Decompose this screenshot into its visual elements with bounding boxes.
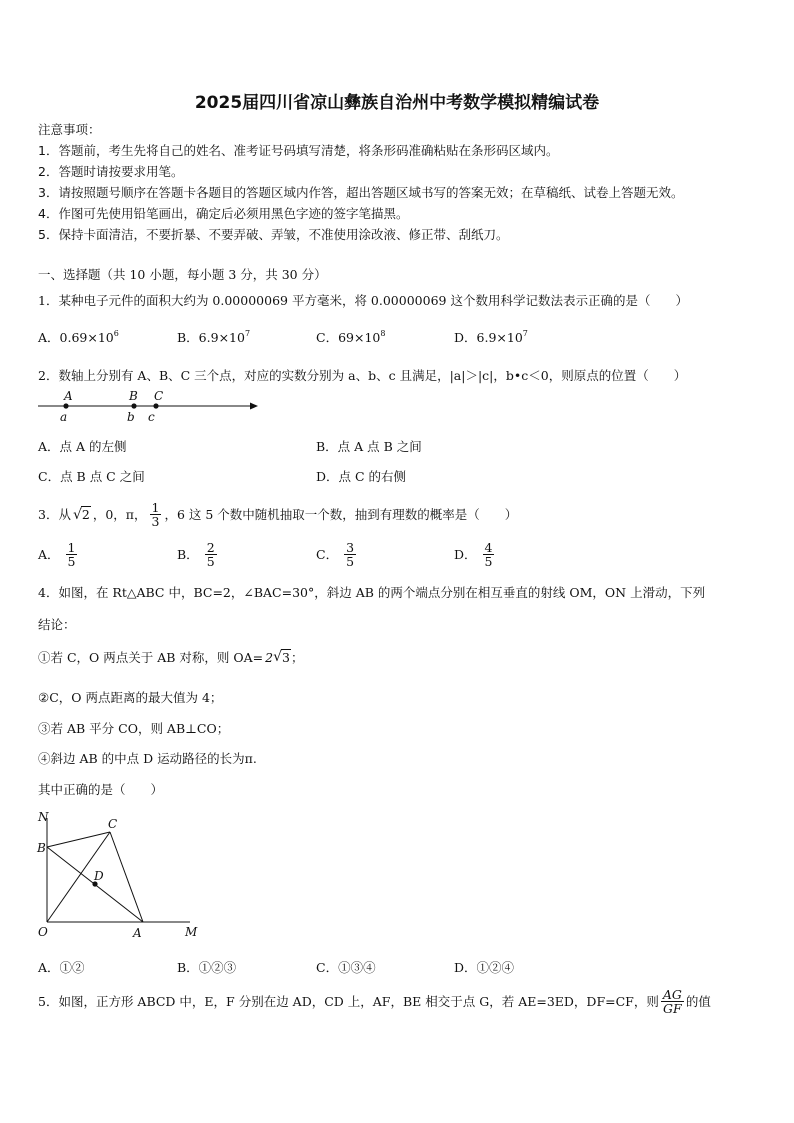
page-title: 2025届四川省凉山彝族自治州中考数学模拟精编试卷	[194, 93, 600, 113]
question-4-option-d: D．①②④	[454, 960, 515, 975]
question-4-option-b: B．①②③	[177, 960, 237, 975]
conclusion-1	[38, 648, 304, 666]
question-3-option-a	[38, 537, 77, 571]
label-o: O	[38, 925, 48, 939]
question-2-option-d: D．点 C 的右侧	[316, 469, 407, 484]
option-exponent: 7	[522, 329, 528, 338]
point-a-label: A	[64, 389, 73, 403]
option-fraction	[66, 541, 78, 568]
point-b-label: B	[129, 389, 138, 403]
question-2-option-c: C．点 B 点 C 之间	[38, 469, 145, 484]
label-a: A	[133, 926, 142, 940]
notice-item: 2．答题时请按要求用笔。	[38, 164, 184, 179]
fraction-denominator: 5	[206, 553, 215, 569]
value-c-label: c	[148, 410, 155, 424]
notice-item: 4．作图可先使用铅笔画出，确定后必须用黑色字迹的签字笔描黑。	[38, 206, 409, 221]
question-2-option-a: A．点 A 的左侧	[38, 439, 127, 454]
value-b-label: b	[127, 410, 135, 424]
fraction-numerator: 1	[67, 539, 76, 555]
fraction-ag-gf	[661, 988, 684, 1015]
fraction-denominator: GF	[661, 1001, 684, 1015]
question-1-stem: 1．某种电子元件的面积大约为 0.00000069 平方毫米，将 0.00000069 这个数用科学记数法表示正确的是（ ）	[38, 293, 688, 308]
point-b-dot	[131, 403, 136, 408]
option-exponent: 6	[113, 329, 119, 338]
point-c-dot	[153, 403, 158, 408]
radical-sign-icon: √	[273, 649, 283, 665]
conclusion-3: ③若 AB 平分 CO，则 AB⊥CO；	[38, 721, 230, 736]
option-text: D．6.9×10	[454, 330, 523, 345]
notice-heading: 注意事项：	[38, 122, 101, 137]
question-3-stem	[38, 496, 517, 532]
fraction-denominator: 5	[346, 553, 355, 569]
option-label: A．	[38, 547, 60, 562]
fraction-numerator: 1	[151, 499, 160, 515]
radicand: 2	[81, 506, 90, 522]
fraction-numerator: 2	[206, 539, 215, 555]
fraction-denominator: 5	[484, 553, 493, 569]
question-2-option-b: B．点 A 点 B 之间	[316, 439, 422, 454]
question-4-option-c: C．①③④	[316, 960, 376, 975]
question-1-option-d	[454, 328, 528, 346]
conclusion-2: ②C，O 两点距离的最大值为 4；	[38, 690, 223, 705]
conclusion-end: ；	[290, 650, 304, 665]
notice-item: 3．请按照题号顺序在答题卡各题目的答题区域内作答，超出答题区域书写的答案无效；在草稿纸、试卷上答题无效。	[38, 185, 684, 200]
fraction-numerator: 4	[484, 539, 493, 555]
question-2-stem: 2．数轴上分别有 A、B、C 三个点，对应的实数分别为 a、b、c 且满足，|a|＞|c|，b•c＜0，则原点的位置（ ）	[38, 368, 687, 383]
question-1-option-b	[177, 328, 250, 346]
radicand: 3	[282, 650, 290, 665]
option-text: B．6.9×10	[177, 330, 245, 345]
geometry-figure	[30, 806, 210, 944]
option-fraction	[205, 541, 217, 568]
point-c-label: C	[154, 389, 164, 403]
coefficient: 2	[265, 649, 274, 665]
question-1-option-a	[38, 328, 119, 346]
notice-item: 5．保持卡面清洁，不要折暴、不要弄破、弄皱，不准使用涂改液、修正带、刮纸刀。	[38, 227, 509, 242]
point-a-dot	[63, 403, 68, 408]
option-text: A．0.69×10	[38, 330, 114, 345]
option-label: D．	[454, 547, 477, 562]
fraction-denominator: 3	[151, 513, 160, 529]
label-b: B	[37, 841, 46, 855]
option-fraction	[483, 541, 495, 568]
label-m: M	[185, 925, 198, 939]
question-4-stem-line1: 4．如图，在 Rt△ABC 中，BC=2，∠BAC=30°，斜边 AB 的两个端点分别在相互垂直的射线 OM，ON 上滑动，下列	[38, 585, 706, 600]
question-4-option-a: A．①②	[38, 960, 85, 975]
question-1-option-c	[316, 328, 385, 346]
label-d: D	[94, 869, 104, 883]
stem-tail: 的值	[685, 994, 711, 1009]
question-4-ask: 其中正确的是（ ）	[38, 782, 164, 797]
question-3-option-b	[177, 537, 217, 571]
radical-sign-icon: √	[72, 506, 82, 523]
stem-text: 5．如图，正方形 ABCD 中，E，F 分别在边 AD，CD 上，AF，BE 相交于点 G，若 AE=3ED，DF=CF，则	[38, 994, 659, 1009]
value-a-label: a	[60, 410, 68, 424]
notice-item: 1．答题前，考生先将自己的姓名、准考证号码填写清楚，将条形码准确粘贴在条形码区域内。	[38, 143, 559, 158]
fraction-denominator: 5	[67, 553, 76, 569]
conclusion-text: ①若 C，O 两点关于 AB 对称，则 OA=	[38, 650, 264, 665]
conclusion-4: ④斜边 AB 的中点 D 运动路径的长为π.	[38, 751, 257, 766]
option-label: B．	[177, 547, 199, 562]
stem-prefix: 3．从	[38, 507, 71, 522]
stem-mid: ，0，π，	[92, 507, 147, 522]
section-heading: 一、选择题（共 10 小题，每小题 3 分，共 30 分）	[38, 267, 327, 282]
option-text: C．69×10	[316, 330, 381, 345]
label-n: N	[38, 810, 49, 824]
fraction-numerator: 3	[346, 539, 355, 555]
option-label: C．	[316, 547, 339, 562]
number-line-figure	[34, 388, 266, 428]
arrow-head-icon	[250, 403, 258, 410]
option-fraction	[344, 541, 356, 568]
question-3-option-d	[454, 537, 494, 571]
question-5-stem	[38, 984, 711, 1018]
question-4-stem-line2: 结论：	[38, 617, 76, 632]
fraction-numerator: AG	[662, 986, 682, 1002]
stem-suffix: ，6 这 5 个数中随机抽取一个数，抽到有理数的概率是（ ）	[164, 507, 518, 522]
option-exponent: 7	[244, 329, 251, 338]
sqrt-expression	[73, 506, 91, 523]
option-exponent: 8	[380, 329, 386, 338]
fraction-one-third	[150, 501, 162, 528]
question-3-option-c	[316, 537, 356, 571]
label-c: C	[108, 817, 118, 831]
